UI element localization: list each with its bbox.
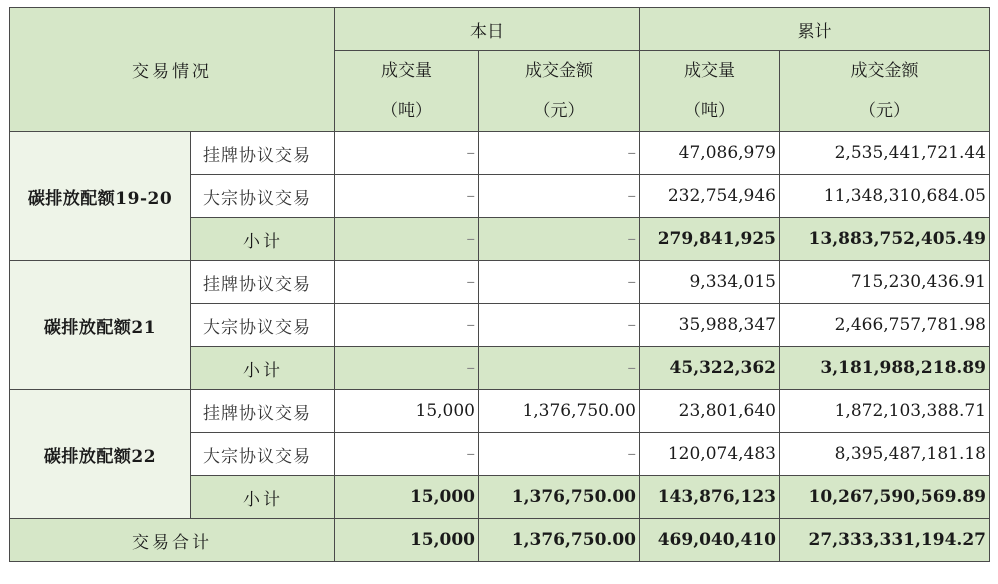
today-volume-unit: （吨）	[381, 101, 432, 121]
today-amount-header	[479, 51, 640, 132]
today-amount-cell: 1,376,750.00	[479, 390, 640, 433]
cum-amount-cell: 2,466,757,781.98	[780, 304, 990, 347]
cum-volume-cell: 120,074,483	[640, 433, 780, 476]
today-volume-cell: –	[335, 132, 479, 175]
cum-amount-label: 成交金额	[850, 61, 919, 81]
subtotal-label: 小计	[191, 476, 335, 519]
today-volume-cell: 15,000	[335, 390, 479, 433]
today-amount-label: 成交金额	[525, 61, 593, 81]
cum-volume-cell: 23,801,640	[640, 390, 780, 433]
today-amount-cell: –	[479, 433, 640, 476]
today-amount-cell: 1,376,750.00	[479, 476, 640, 519]
today-amount-cell: –	[479, 304, 640, 347]
cum-volume-header	[640, 51, 780, 132]
total-label: 交易合计	[10, 519, 335, 562]
trade-type: 挂牌协议交易	[191, 261, 335, 304]
cum-amount-header	[780, 51, 990, 132]
cum-amount-unit: （元）	[859, 101, 910, 121]
today-volume-cell: –	[335, 304, 479, 347]
cum-amount-cell: 13,883,752,405.49	[780, 218, 990, 261]
cum-amount-cell: 8,395,487,181.18	[780, 433, 990, 476]
today-volume-cell: –	[335, 218, 479, 261]
today-volume-label: 成交量	[381, 61, 432, 81]
today-volume-header	[335, 51, 479, 132]
table-row	[10, 390, 990, 433]
subtotal-label: 小计	[191, 218, 335, 261]
today-amount-cell: –	[479, 132, 640, 175]
table-row	[10, 132, 990, 175]
subtotal-label: 小计	[191, 347, 335, 390]
today-header: 本日	[335, 8, 640, 51]
cum-volume-cell: 232,754,946	[640, 175, 780, 218]
cum-volume-cell: 143,876,123	[640, 476, 780, 519]
cum-amount-cell: 715,230,436.91	[780, 261, 990, 304]
cum-volume-cell: 47,086,979	[640, 132, 780, 175]
cum-volume-cell: 45,322,362	[640, 347, 780, 390]
cum-volume-cell: 35,988,347	[640, 304, 780, 347]
cum-amount-cell: 10,267,590,569.89	[780, 476, 990, 519]
today-amount-unit: （元）	[533, 101, 585, 121]
header-row-1	[10, 8, 990, 51]
table-row	[10, 261, 990, 304]
total-today-amount: 1,376,750.00	[479, 519, 640, 562]
trade-type: 大宗协议交易	[191, 304, 335, 347]
total-cum-amount: 27,333,331,194.27	[780, 519, 990, 562]
trade-type: 大宗协议交易	[191, 175, 335, 218]
group-name: 碳排放配额22	[10, 390, 191, 519]
cum-volume-label: 成交量	[684, 61, 735, 81]
trade-type: 挂牌协议交易	[191, 132, 335, 175]
cum-volume-unit: （吨）	[684, 101, 735, 121]
today-volume-cell: –	[335, 175, 479, 218]
trade-type: 挂牌协议交易	[191, 390, 335, 433]
trade-type: 大宗协议交易	[191, 433, 335, 476]
today-volume-cell: –	[335, 347, 479, 390]
total-today-volume: 15,000	[335, 519, 479, 562]
total-cum-volume: 469,040,410	[640, 519, 780, 562]
cum-amount-cell: 1,872,103,388.71	[780, 390, 990, 433]
cum-volume-cell: 279,841,925	[640, 218, 780, 261]
trade-situation-header: 交易情况	[10, 8, 335, 132]
cum-amount-cell: 11,348,310,684.05	[780, 175, 990, 218]
group-name: 碳排放配额21	[10, 261, 191, 390]
carbon-trading-table	[9, 7, 990, 562]
today-volume-cell: –	[335, 433, 479, 476]
today-amount-cell: –	[479, 261, 640, 304]
total-row	[10, 519, 990, 562]
today-amount-cell: –	[479, 218, 640, 261]
today-volume-cell: 15,000	[335, 476, 479, 519]
today-amount-cell: –	[479, 347, 640, 390]
today-amount-cell: –	[479, 175, 640, 218]
cumulative-header: 累计	[640, 8, 990, 51]
cum-volume-cell: 9,334,015	[640, 261, 780, 304]
group-name: 碳排放配额19-20	[10, 132, 191, 261]
today-volume-cell: –	[335, 261, 479, 304]
cum-amount-cell: 2,535,441,721.44	[780, 132, 990, 175]
cum-amount-cell: 3,181,988,218.89	[780, 347, 990, 390]
